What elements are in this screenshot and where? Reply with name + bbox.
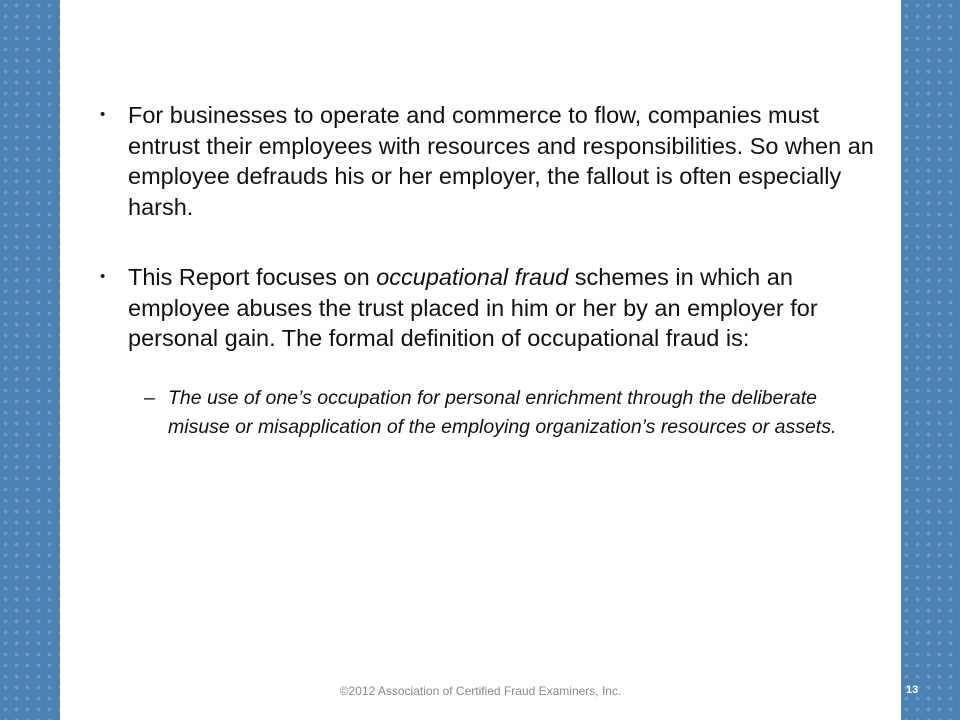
- slide-content: [96, 100, 876, 442]
- page-number: 13: [906, 684, 919, 696]
- bullet-emphasis: occupational fraud: [376, 264, 569, 290]
- bullet-item-2: [96, 262, 876, 354]
- sub-bullet-definition: [144, 384, 876, 442]
- bullet-text-part: schemes in which an employee abuses the trust placed in him or her by an employer for personal gain. The formal definition of occupational fraud is:: [128, 264, 818, 351]
- dash-marker: –: [144, 386, 155, 409]
- left-decorative-band: [0, 0, 60, 720]
- footer-copyright: ©2012 Association of Certified Fraud Examiners, Inc.: [339, 684, 622, 698]
- bullet-text-part: This Report focuses on: [128, 264, 377, 290]
- bullet-dot-icon: •: [100, 268, 106, 285]
- right-decorative-band: [901, 0, 960, 720]
- bullet-dot-icon: •: [100, 106, 106, 123]
- definition-text: The use of one’s occupation for personal enrichment through the deliberate misuse or misapplication of the employing organization’s resources or assets.: [168, 386, 837, 438]
- bullet-item-1: [96, 100, 876, 222]
- bullet-text: For businesses to operate and commerce to flow, companies must entrust their employees with resources and responsibilities. So when an employee defrauds his or her employer, the fallout is often especially harsh.: [128, 102, 874, 220]
